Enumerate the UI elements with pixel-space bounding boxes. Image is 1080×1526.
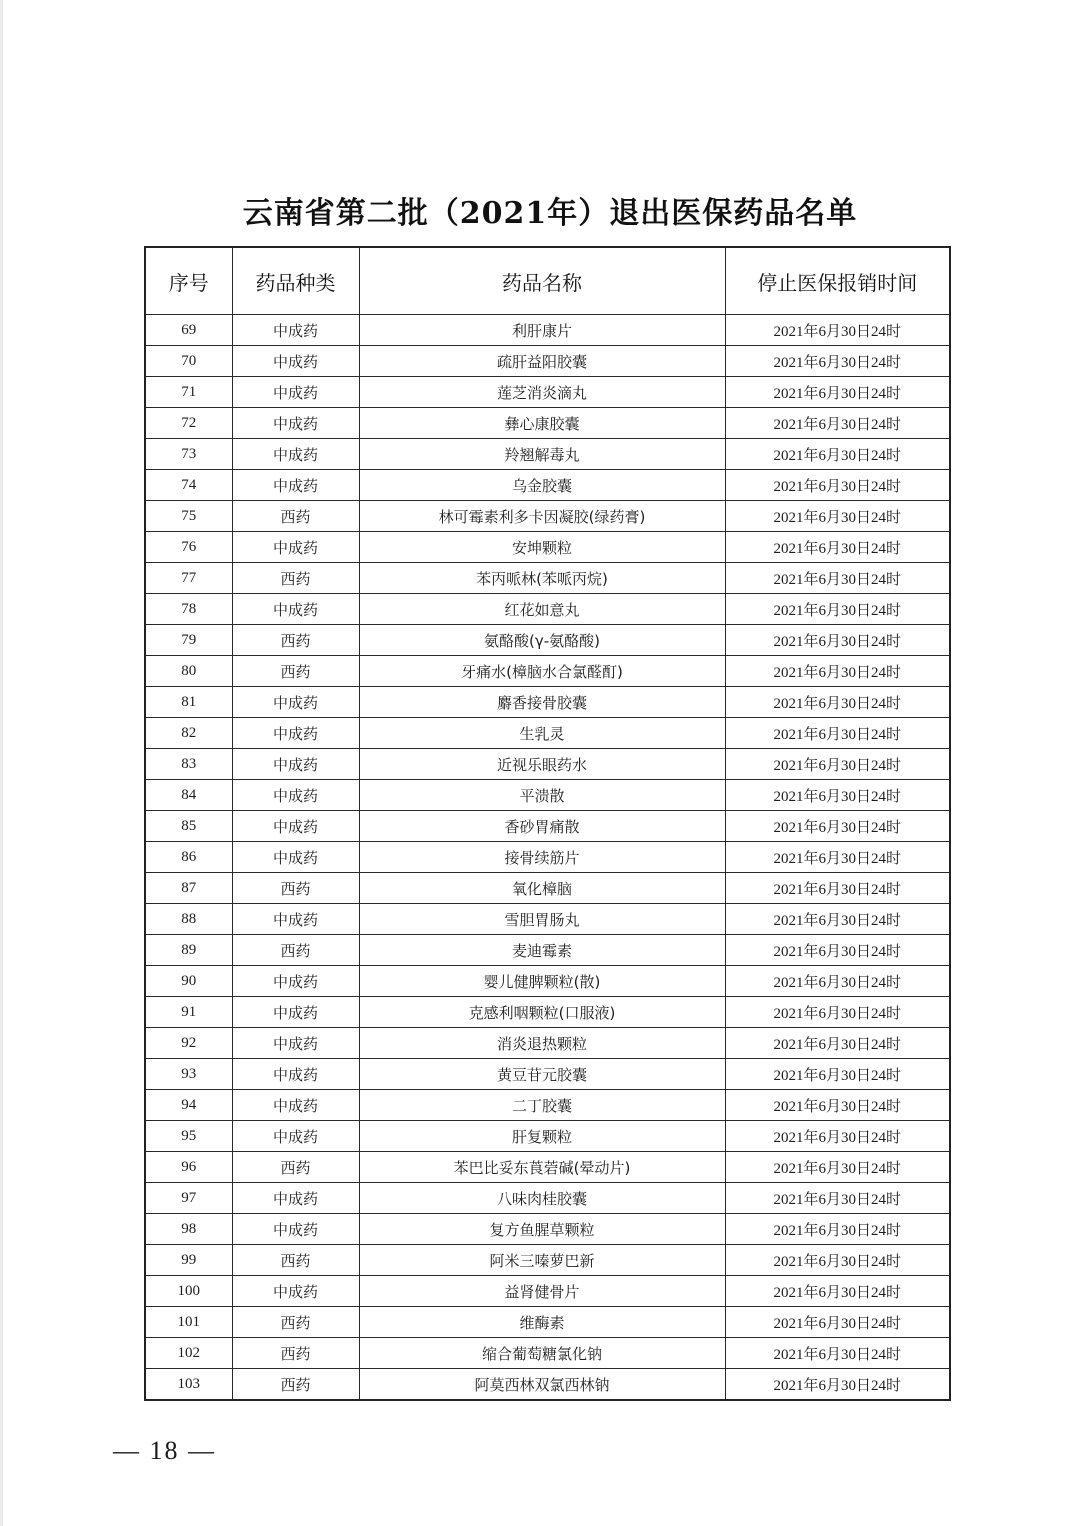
drug-type: 中成药 <box>232 532 359 563</box>
table-row <box>145 966 950 997</box>
stop-time: 2021年6月30日24时 <box>725 935 950 966</box>
drug-name: 牙痛水(樟脑水合氯醛酊) <box>359 656 725 687</box>
drug-type: 中成药 <box>232 377 359 408</box>
stop-time: 2021年6月30日24时 <box>725 377 950 408</box>
stop-time: 2021年6月30日24时 <box>725 1338 950 1369</box>
table-row <box>145 1059 950 1090</box>
drug-type: 中成药 <box>232 966 359 997</box>
drug-type: 中成药 <box>232 842 359 873</box>
table-row <box>145 749 950 780</box>
row-number: 85 <box>145 811 232 842</box>
row-number: 75 <box>145 501 232 532</box>
stop-time: 2021年6月30日24时 <box>725 563 950 594</box>
row-number: 83 <box>145 749 232 780</box>
stop-time: 2021年6月30日24时 <box>725 439 950 470</box>
drug-type: 西药 <box>232 501 359 532</box>
row-number: 88 <box>145 904 232 935</box>
drug-type: 西药 <box>232 1307 359 1338</box>
stop-time: 2021年6月30日24时 <box>725 811 950 842</box>
drug-name: 莲芝消炎滴丸 <box>359 377 725 408</box>
drug-type: 西药 <box>232 625 359 656</box>
row-number: 72 <box>145 408 232 439</box>
table-row <box>145 904 950 935</box>
row-number: 79 <box>145 625 232 656</box>
stop-time: 2021年6月30日24时 <box>725 625 950 656</box>
row-number: 101 <box>145 1307 232 1338</box>
table-row <box>145 315 950 346</box>
drug-name: 婴儿健脾颗粒(散) <box>359 966 725 997</box>
table-row <box>145 532 950 563</box>
drug-type: 西药 <box>232 1338 359 1369</box>
stop-time: 2021年6月30日24时 <box>725 408 950 439</box>
drug-list-table <box>144 246 951 1401</box>
header-number: 序号 <box>145 247 232 315</box>
drug-name: 平溃散 <box>359 780 725 811</box>
drug-type: 中成药 <box>232 315 359 346</box>
row-number: 103 <box>145 1369 232 1401</box>
row-number: 70 <box>145 346 232 377</box>
drug-name: 安坤颗粒 <box>359 532 725 563</box>
row-number: 78 <box>145 594 232 625</box>
table-row <box>145 1121 950 1152</box>
row-number: 81 <box>145 687 232 718</box>
drug-name: 氨酪酸(γ-氨酪酸) <box>359 625 725 656</box>
drug-type: 中成药 <box>232 439 359 470</box>
stop-time: 2021年6月30日24时 <box>725 1121 950 1152</box>
drug-type: 中成药 <box>232 1028 359 1059</box>
row-number: 100 <box>145 1276 232 1307</box>
row-number: 93 <box>145 1059 232 1090</box>
drug-type: 中成药 <box>232 1090 359 1121</box>
table-row <box>145 1338 950 1369</box>
stop-time: 2021年6月30日24时 <box>725 1369 950 1401</box>
table-row <box>145 687 950 718</box>
drug-name: 益肾健骨片 <box>359 1276 725 1307</box>
drug-type: 西药 <box>232 563 359 594</box>
row-number: 97 <box>145 1183 232 1214</box>
row-number: 94 <box>145 1090 232 1121</box>
table-row <box>145 997 950 1028</box>
stop-time: 2021年6月30日24时 <box>725 997 950 1028</box>
stop-time: 2021年6月30日24时 <box>725 1090 950 1121</box>
table-row <box>145 346 950 377</box>
drug-type: 中成药 <box>232 1121 359 1152</box>
drug-name: 彝心康胶囊 <box>359 408 725 439</box>
row-number: 90 <box>145 966 232 997</box>
table-row <box>145 873 950 904</box>
stop-time: 2021年6月30日24时 <box>725 904 950 935</box>
header-stop-time: 停止医保报销时间 <box>725 247 950 315</box>
table-row <box>145 1245 950 1276</box>
drug-type: 西药 <box>232 1369 359 1401</box>
row-number: 74 <box>145 470 232 501</box>
drug-name: 氧化樟脑 <box>359 873 725 904</box>
drug-name: 林可霉素利多卡因凝胶(绿药膏) <box>359 501 725 532</box>
table-row <box>145 811 950 842</box>
table-row <box>145 470 950 501</box>
drug-type: 西药 <box>232 873 359 904</box>
drug-name: 黄豆苷元胶囊 <box>359 1059 725 1090</box>
drug-name: 利肝康片 <box>359 315 725 346</box>
drug-name: 维酶素 <box>359 1307 725 1338</box>
drug-name: 香砂胃痛散 <box>359 811 725 842</box>
table-row <box>145 1307 950 1338</box>
row-number: 99 <box>145 1245 232 1276</box>
drug-type: 中成药 <box>232 749 359 780</box>
stop-time: 2021年6月30日24时 <box>725 656 950 687</box>
row-number: 92 <box>145 1028 232 1059</box>
drug-name: 乌金胶囊 <box>359 470 725 501</box>
row-number: 82 <box>145 718 232 749</box>
table-row <box>145 1152 950 1183</box>
drug-name: 雪胆胃肠丸 <box>359 904 725 935</box>
stop-time: 2021年6月30日24时 <box>725 346 950 377</box>
header-drug-type: 药品种类 <box>232 247 359 315</box>
stop-time: 2021年6月30日24时 <box>725 594 950 625</box>
row-number: 89 <box>145 935 232 966</box>
drug-type: 中成药 <box>232 408 359 439</box>
row-number: 95 <box>145 1121 232 1152</box>
stop-time: 2021年6月30日24时 <box>725 842 950 873</box>
drug-name: 缩合葡萄糖氯化钠 <box>359 1338 725 1369</box>
stop-time: 2021年6月30日24时 <box>725 1214 950 1245</box>
table-row <box>145 1369 950 1401</box>
drug-name: 红花如意丸 <box>359 594 725 625</box>
drug-name: 苯丙哌林(苯哌丙烷) <box>359 563 725 594</box>
stop-time: 2021年6月30日24时 <box>725 1276 950 1307</box>
drug-name: 近视乐眼药水 <box>359 749 725 780</box>
table-row <box>145 594 950 625</box>
drug-name: 生乳灵 <box>359 718 725 749</box>
header-drug-name: 药品名称 <box>359 247 725 315</box>
row-number: 87 <box>145 873 232 904</box>
stop-time: 2021年6月30日24时 <box>725 718 950 749</box>
row-number: 86 <box>145 842 232 873</box>
table-row <box>145 780 950 811</box>
stop-time: 2021年6月30日24时 <box>725 1059 950 1090</box>
drug-name: 阿米三嗪萝巴新 <box>359 1245 725 1276</box>
row-number: 91 <box>145 997 232 1028</box>
drug-name: 麝香接骨胶囊 <box>359 687 725 718</box>
drug-type: 中成药 <box>232 904 359 935</box>
stop-time: 2021年6月30日24时 <box>725 1307 950 1338</box>
stop-time: 2021年6月30日24时 <box>725 1183 950 1214</box>
stop-time: 2021年6月30日24时 <box>725 1152 950 1183</box>
row-number: 80 <box>145 656 232 687</box>
drug-type: 中成药 <box>232 1183 359 1214</box>
table-row <box>145 656 950 687</box>
table-row <box>145 935 950 966</box>
drug-name: 麦迪霉素 <box>359 935 725 966</box>
table-row <box>145 563 950 594</box>
table-row <box>145 439 950 470</box>
document-title: 云南省第二批（2021年）退出医保药品名单 <box>242 196 858 231</box>
stop-time: 2021年6月30日24时 <box>725 501 950 532</box>
table-row <box>145 408 950 439</box>
stop-time: 2021年6月30日24时 <box>725 315 950 346</box>
drug-type: 中成药 <box>232 811 359 842</box>
row-number: 98 <box>145 1214 232 1245</box>
table-row <box>145 842 950 873</box>
drug-type: 中成药 <box>232 1059 359 1090</box>
table-row <box>145 1214 950 1245</box>
stop-time: 2021年6月30日24时 <box>725 873 950 904</box>
drug-name: 消炎退热颗粒 <box>359 1028 725 1059</box>
table-row <box>145 501 950 532</box>
row-number: 76 <box>145 532 232 563</box>
row-number: 69 <box>145 315 232 346</box>
stop-time: 2021年6月30日24时 <box>725 749 950 780</box>
drug-name: 八味肉桂胶囊 <box>359 1183 725 1214</box>
drug-type: 西药 <box>232 1245 359 1276</box>
drug-type: 西药 <box>232 935 359 966</box>
row-number: 102 <box>145 1338 232 1369</box>
table-row <box>145 1028 950 1059</box>
drug-type: 中成药 <box>232 997 359 1028</box>
drug-type: 西药 <box>232 656 359 687</box>
stop-time: 2021年6月30日24时 <box>725 966 950 997</box>
drug-name: 阿莫西林双氯西林钠 <box>359 1369 725 1401</box>
drug-type: 中成药 <box>232 1214 359 1245</box>
table-body <box>145 315 950 1401</box>
drug-name: 肝复颗粒 <box>359 1121 725 1152</box>
drug-name: 复方鱼腥草颗粒 <box>359 1214 725 1245</box>
table-row <box>145 1183 950 1214</box>
table-row <box>145 1276 950 1307</box>
stop-time: 2021年6月30日24时 <box>725 1245 950 1276</box>
drug-name: 二丁胶囊 <box>359 1090 725 1121</box>
drug-type: 中成药 <box>232 594 359 625</box>
row-number: 71 <box>145 377 232 408</box>
row-number: 84 <box>145 780 232 811</box>
table-row <box>145 625 950 656</box>
drug-name: 克感利咽颗粒(口服液) <box>359 997 725 1028</box>
page-number: — 18 — <box>113 1436 216 1465</box>
drug-type: 中成药 <box>232 780 359 811</box>
drug-type: 中成药 <box>232 718 359 749</box>
drug-type: 中成药 <box>232 470 359 501</box>
stop-time: 2021年6月30日24时 <box>725 470 950 501</box>
row-number: 77 <box>145 563 232 594</box>
table-row <box>145 377 950 408</box>
table-header-row <box>145 247 950 315</box>
drug-name: 羚翘解毒丸 <box>359 439 725 470</box>
drug-type: 中成药 <box>232 1276 359 1307</box>
drug-name: 苯巴比妥东莨菪碱(晕动片) <box>359 1152 725 1183</box>
row-number: 96 <box>145 1152 232 1183</box>
table-row <box>145 1090 950 1121</box>
stop-time: 2021年6月30日24时 <box>725 687 950 718</box>
stop-time: 2021年6月30日24时 <box>725 1028 950 1059</box>
row-number: 73 <box>145 439 232 470</box>
drug-type: 西药 <box>232 1152 359 1183</box>
drug-name: 疏肝益阳胶囊 <box>359 346 725 377</box>
drug-name: 接骨续筋片 <box>359 842 725 873</box>
stop-time: 2021年6月30日24时 <box>725 780 950 811</box>
drug-type: 中成药 <box>232 687 359 718</box>
table-row <box>145 718 950 749</box>
stop-time: 2021年6月30日24时 <box>725 532 950 563</box>
drug-type: 中成药 <box>232 346 359 377</box>
